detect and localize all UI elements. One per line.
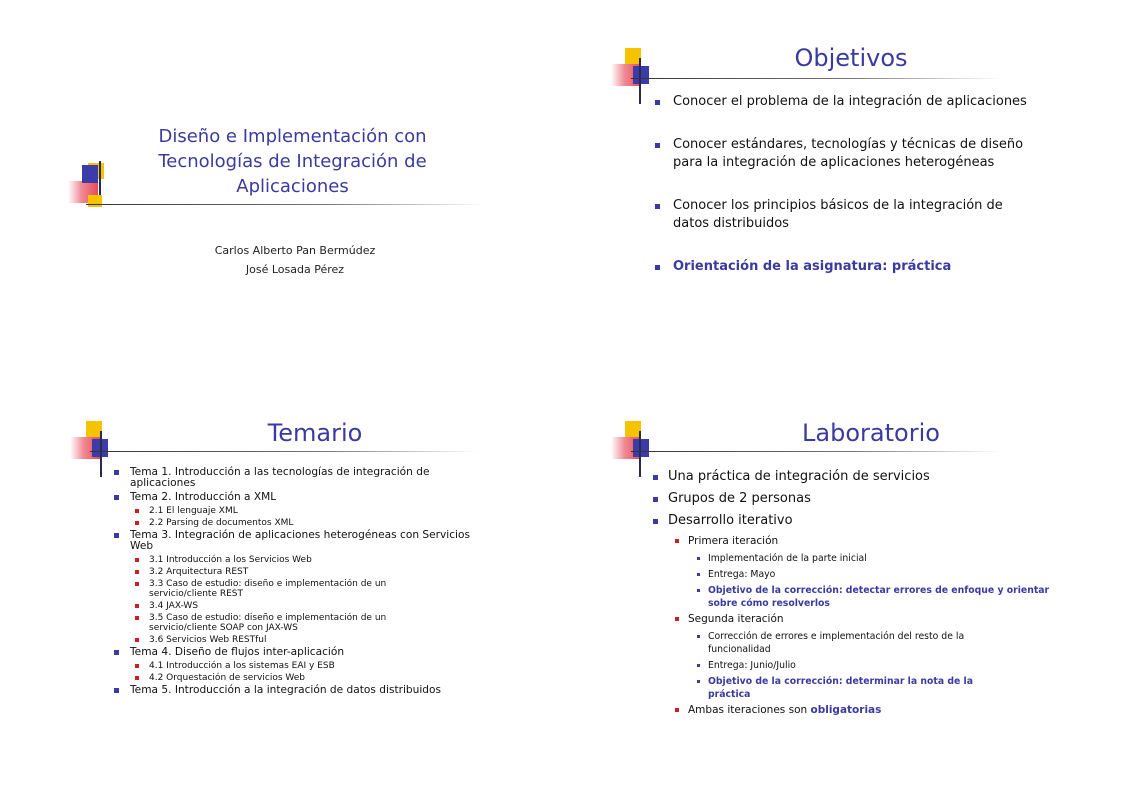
title-underline	[631, 78, 1001, 79]
title-underline	[631, 451, 1001, 452]
author-name: José Losada Pérez	[245, 263, 345, 276]
list-item: Tema 2. Introducción a XML	[112, 492, 492, 503]
list-item: Objetivo de la corrección: determinar la nota de la práctica	[651, 675, 1008, 701]
presentation-title	[140, 124, 445, 199]
list-item: 3.4 JAX-WS	[112, 601, 492, 611]
objectives-list	[655, 93, 1035, 276]
list-item: Tema 4. Diseño de flujos inter-aplicación	[112, 647, 492, 658]
slide-objetivos	[561, 0, 1122, 396]
lab-list	[651, 469, 1051, 721]
slide-title: Objetivos	[794, 44, 908, 72]
slide-temario	[0, 397, 561, 793]
syllabus-list	[112, 467, 492, 699]
list-item	[651, 704, 1051, 716]
list-item: 4.1 Introducción a los sistemas EAI y ESB	[112, 661, 492, 671]
title-line: Diseño e Implementación con	[158, 126, 427, 147]
list-item: 2.2 Parsing de documentos XML	[112, 518, 492, 528]
title-line: Tecnologías de Integración de	[158, 151, 427, 172]
list-item: 3.1 Introducción a los Servicios Web	[112, 555, 492, 565]
slide-title	[0, 0, 561, 396]
list-item: Entrega: Mayo	[651, 568, 1051, 581]
list-item: Orientación de la asignatura: práctica	[655, 258, 1035, 276]
list-item: Conocer los principios básicos de la integración de datos distribuidos	[655, 197, 1035, 233]
list-item: 3.3 Caso de estudio: diseño e implementación de un servicio/cliente REST	[112, 579, 449, 599]
list-item: Desarrollo iterativo	[651, 513, 1051, 529]
list-item: Segunda iteración	[651, 613, 1051, 625]
list-item: Primera iteración	[651, 535, 1051, 547]
list-item: Entrega: Junio/Julio	[651, 659, 1051, 672]
list-item: 2.1 El lenguaje XML	[112, 506, 492, 516]
list-item: 3.2 Arquitectura REST	[112, 567, 492, 577]
list-item-text: Ambas iteraciones son	[688, 704, 811, 716]
list-item: Implementación de la parte inicial	[651, 552, 1051, 565]
title-underline	[86, 204, 486, 205]
list-item: Una práctica de integración de servicios	[651, 469, 1051, 485]
list-item: Conocer estándares, tecnologías y técnicas de diseño para la integración de aplicaciones heterogéneas	[655, 136, 1035, 172]
list-item: Conocer el problema de la integración de aplicaciones	[655, 93, 1035, 111]
slide-laboratorio	[561, 397, 1122, 793]
list-item: 3.6 Servicios Web RESTful	[112, 635, 492, 645]
list-item: Tema 3. Integración de aplicaciones heterogéneas con Servicios Web	[112, 530, 492, 552]
list-item-emphasis: obligatorias	[810, 704, 882, 716]
author-name: Carlos Alberto Pan Bermúdez	[214, 244, 376, 257]
slide-logo-icon	[68, 163, 128, 233]
slide-title: Temario	[267, 419, 363, 447]
title-underline	[90, 451, 480, 452]
list-item: 3.5 Caso de estudio: diseño e implementación de un servicio/cliente SOAP con JAX-WS	[112, 613, 449, 633]
list-item: Corrección de errores e implementación del resto de la funcionalidad	[651, 630, 998, 656]
list-item: Tema 5. Introducción a la integración de datos distribuidos	[112, 685, 492, 696]
list-item: 4.2 Orquestación de servicios Web	[112, 673, 492, 683]
list-item: Tema 1. Introducción a las tecnologías de integración de aplicaciones	[112, 467, 492, 489]
list-item: Objetivo de la corrección: detectar errores de enfoque y orientar sobre cómo resolverlos	[651, 584, 1051, 610]
list-item: Grupos de 2 personas	[651, 491, 1051, 507]
title-line: Aplicaciones	[236, 176, 349, 197]
slide-title: Laboratorio	[802, 419, 940, 447]
